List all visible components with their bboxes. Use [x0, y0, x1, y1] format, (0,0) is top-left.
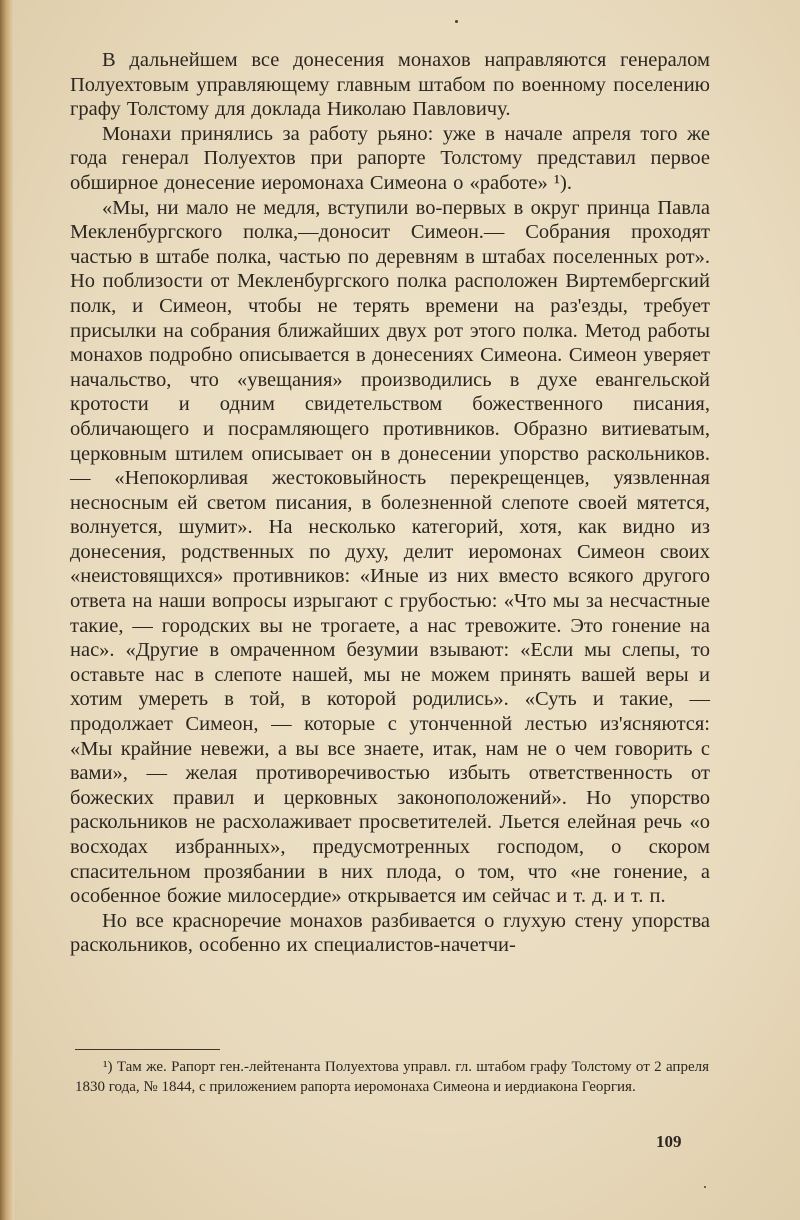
paragraph: «Мы, ни мало не медля, вступили во-первых в округ принца Павла Мекленбургского полка,—доносит Симеон.— Собрания проходят частью в штабе полка, частью по деревням в штабах поселенных рот». Но поблизости от Мекленбургского полка расположен Виртембергский полк, и Симеон, чтобы не терять времени на раз'езды, требует присылки на собрания ближайших двух рот этого полка. Метод работы монахов подробно описывается в донесениях Симеона. Симеон уверяет начальство, что «увещания» производились в духе евангельской кротости и одним свидетельством божественного писания, обличающего и посрамляющего противников. Образно витиеватым, церковным штилем описывает он в донесении упорство раскольников. — «Непокорливая жестоковыйность перекрещенцев, уязвленная несносным ей светом писания, в болезненной слепоте своей мятется, волнуется, шумит». На несколько категорий, хотя, как видно из донесения, родственных по духу, делит иеромонах Симеон своих «неистовящихся» противников: «Иные из них вместо всякого другого ответа на наши вопросы изрыгают с грубостью: «Что мы за несчастные такие, — городских вы не трогаете, а нас тревожите. Это гонение на нас». «Другие в омраченном безумии взывают: «Если мы слепы, то оставьте нас в слепоте нашей, мы не можем принять вашей веры и хотим умереть в той, в которой родились». «Суть и такие, — продолжает Симеон, — которые с утонченной лестью из'ясняются: «Мы крайние невежи, а вы все знаете, итак, нам не о чем говорить с вами», — желая противоречивостью избыть ответственность от божеских правил и церковных законоположений». Но упорство раскольников не расхолаживает просветителей. Льется елейная речь «о восходах избранных», предусмотренных господом, о скором спасительном прозябании в них плода, о том, что «не гонение, а особенное божие милосердие» открывается им сейчас и т. д. и т. п. [70, 196, 710, 908]
footnote-separator [75, 1049, 220, 1050]
page-spine-edge [0, 0, 14, 1220]
ink-speck [455, 20, 458, 23]
paragraph: Монахи принялись за работу рьяно: уже в начале апреля того же года генерал Полуехтов при рапорте Толстому представил первое обширное донесение иеромонаха Симеона о «работе» ¹). [70, 122, 710, 194]
paragraph: В дальнейшем все донесения монахов направляются генералом Полуехтовым управляющему главным штабом по военному поселению графу Толстому для доклада Николаю Павловичу. [70, 49, 710, 121]
footnote: ¹) Там же. Рапорт ген.-лейтенанта Полуехтова управл. гл. штабом графу Толстому от 2 апреля 1830 года, № 1844, с приложением рапорта иеромонаха Симеона и иердиакона Георгия. [75, 1059, 709, 1095]
main-text [70, 48, 710, 958]
page-number: 109 [656, 1132, 682, 1151]
paragraph: Но все красноречие монахов разбивается о глухую стену упорства раскольников, особенно их специалистов-начетчи- [70, 909, 710, 957]
ink-speck [704, 1186, 706, 1188]
